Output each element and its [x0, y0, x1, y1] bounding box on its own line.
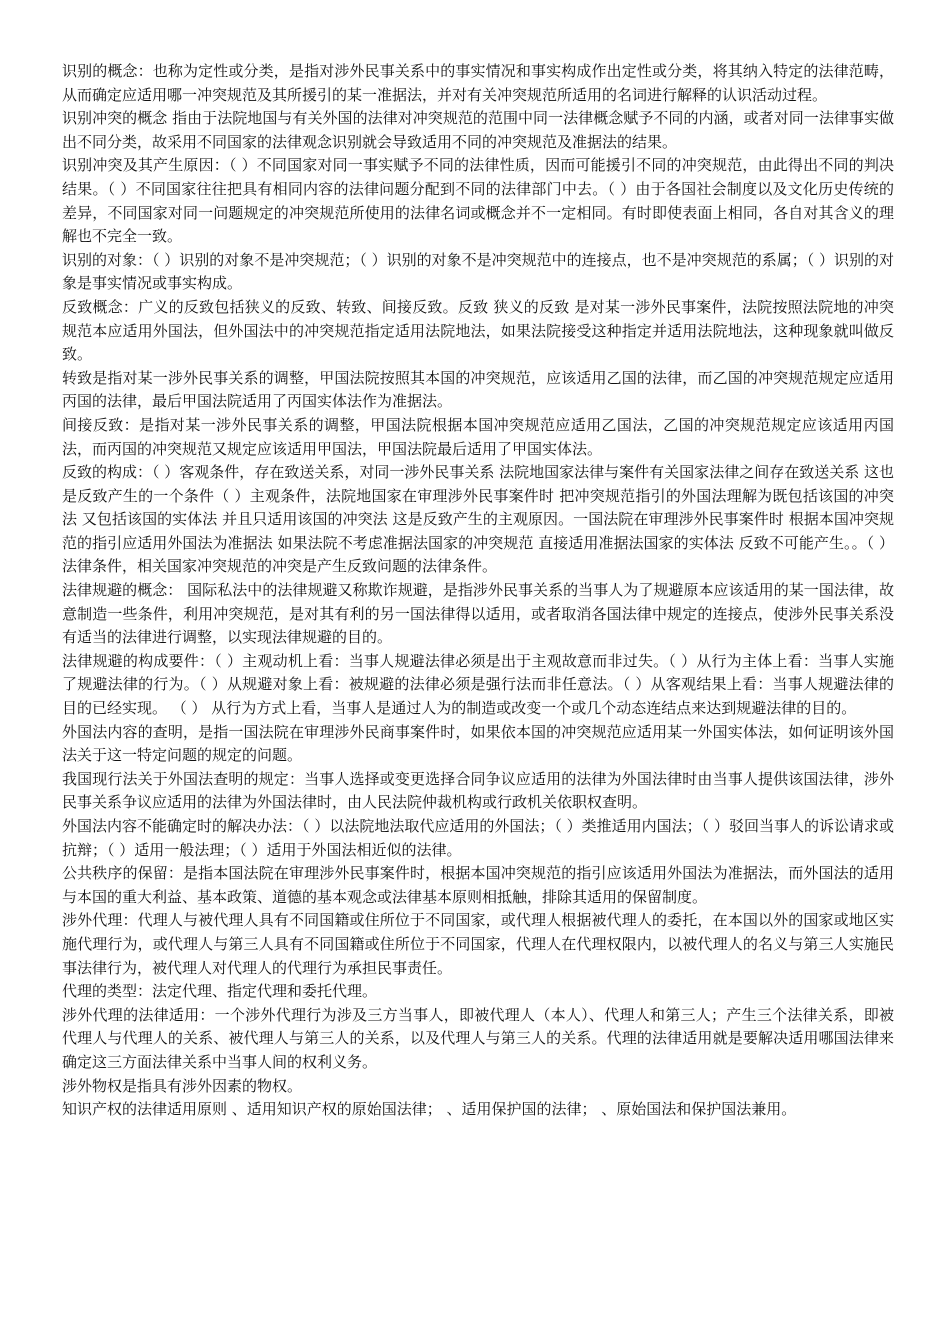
- document-page: [62, 60, 894, 1122]
- paragraph-foreign-agency: 涉外代理：代理人与被代理人具有不同国籍或住所位于不同国家，或代理人根据被代理人的委托，在本国以外的国家或地区实施代理行为，或代理人与第三人具有不同国籍或住所位于不同国家，代理人在代理权限内，以被代理人的名义与第三人实施民事法律行为，被代理人对代理人的代理行为承担民事责任。: [62, 911, 894, 977]
- paragraph-agency-types: 代理的类型：法定代理、指定代理和委托代理。: [62, 982, 378, 1001]
- paragraph-transmission: 转致是指对某一涉外民事关系的调整，甲国法院按照其本国的冲突规范，应该适用乙国的法律，而乙国的冲突规范规定应适用丙国的法律，最后甲国法院适用了丙国实体法作为准据法。: [62, 368, 894, 411]
- paragraph-foreign-property-rights: 涉外物权是指具有涉外因素的物权。: [62, 1076, 303, 1095]
- paragraph-indirect-renvoi: 间接反致：是指对某一涉外民事关系的调整，甲国法院根据本国冲突规范应适用乙国法，乙国的冲突规范规定应该适用丙国法，而丙国的冲突规范又规定应该适用甲国法，甲国法院最后适用了甲国实体法。: [62, 415, 894, 458]
- paragraph-agency-law-application: 涉外代理的法律适用：一个涉外代理行为涉及三方当事人，即被代理人（本人）、代理人和第三人；产生三个法律关系，即被代理人与代理人的关系、被代理人与第三人的关系，以及代理人与第三人的关系。代理的法律适用就是要解决适用哪国法律来确定这三方面法律关系中当事人间的权利义务。: [62, 1005, 894, 1071]
- paragraph-identification-conflict-causes: 识别冲突及其产生原因：（ ）不同国家对同一事实赋予不同的法律性质，因而可能援引不同的冲突规范，由此得出不同的判决结果。（ ）不同国家往往把具有相同内容的法律问题分配到不同的法律部门中去。（ ）由于各国社会制度以及文化历史传统的差异，不同国家对同一问题规定的冲突规范所使用的法律名词或概念并不一定相同。有时即使表面上相同，各自对其含义的理解也不完全一致。: [62, 156, 894, 246]
- paragraph-identification-concept: 识别的概念：也称为定性或分类，是指对涉外民事关系中的事实情况和事实构成作出定性或分类，将其纳入特定的法律范畴，从而确定应适用哪一冲突规范及其所援引的某一准据法，并对有关冲突规范所适用的名词进行解释的认识活动过程。: [62, 62, 894, 104]
- paragraph-evasion-concept: 法律规避的概念： 国际私法中的法律规避又称欺诈规避，是指涉外民事关系的当事人为了规避原本应该适用的某一国法律，故意制造一些条件，利用冲突规范，是对其有利的另一国法律得以适用，或者取消各国法律中规定的连接点，使涉外民事关系没有适当的法律进行调整，以实现法律规避的目的。: [62, 581, 894, 647]
- paragraph-evasion-elements: 法律规避的构成要件：（ ）主观动机上看：当事人规避法律必须是出于主观故意而非过失。（ ）从行为主体上看：当事人实施了规避法律的行为。（ ）从规避对象上看：被规避的法律必须是强行法而非任意法。（ ）从客观结果上看：当事人规避法律的目的已经实现。 （ ） 从行为方式上看，当事人是通过人为的制造或改变一个或几个动态连结点来达到规避法律的目的。: [62, 651, 894, 718]
- paragraph-ip-law-application: 知识产权的法律适用原则 、适用知识产权的原始国法律； 、适用保护国的法律； 、原始国法和保护国法兼用。: [62, 1100, 797, 1119]
- paragraph-undeterminable-foreign-law: 外国法内容不能确定时的解决办法：（ ）以法院地法取代应适用的外国法；（ ）类推适用内国法；（ ）驳回当事人的诉讼请求或抗辩；（ ）适用一般法理；（ ）适用于外国法相近似的法律。: [62, 817, 894, 859]
- paragraph-identification-object: 识别的对象：（ ）识别的对象不是冲突规范；（ ）识别的对象不是冲突规范中的连接点，也不是冲突规范的系属；（ ）识别的对象是事实情况或事实构成。: [62, 250, 894, 293]
- paragraph-foreign-law-ascertainment: 外国法内容的查明，是指一国法院在审理涉外民商事案件时，如果依本国的冲突规范应适用某一外国实体法，如何证明该外国法关于这一特定问题的规定的问题。: [62, 722, 894, 765]
- paragraph-renvoi-concept: 反致概念：广义的反致包括狭义的反致、转致、间接反致。反致 狭义的反致 是对某一涉外民事案件，法院按照法院地的冲突规范本应适用外国法，但外国法中的冲突规范指定适用法院地法，如果法院接受这种指定并适用法院地法，这种现象就叫做反致。: [62, 297, 894, 364]
- paragraph-identification-conflict-concept: 识别冲突的概念 指由于法院地国与有关外国的法律对冲突规范的范围中同一法律概念赋予不同的内涵，或者对同一法律事实做出不同分类，故采用不同国家的法律观念识别就会导致适用不同的冲突规范及准据法的结果。: [62, 109, 894, 151]
- paragraph-renvoi-composition: 反致的构成：（ ）客观条件，存在致送关系，对同一涉外民事关系 法院地国家法律与案件有关国家法律之间存在致送关系 这也是反致产生的一个条件（ ）主观条件，法院地国家在审理涉外民事案件时 把冲突规范指引的外国法理解为既包括该国的冲突法 又包括该国的实体法 并且只适用该国的冲突法 这是反致产生的主观原因。一国法院在审理涉外民事案件时 根据本国冲突规范的指引应适用外国法为准据法 如果法院不考虑准据法国家的冲突规范 直接适用准据法国家的实体法 反致不可能产生。。（ ）法律条件，相关国家冲突规范的冲突是产生反致问题的法律条件。: [62, 463, 894, 576]
- paragraph-china-ascertainment-rule: 我国现行法关于外国法查明的规定：当事人选择或变更选择合同争议应适用的法律为外国法律时由当事人提供该国法律，涉外民事关系争议应适用的法律为外国法律时，由人民法院仲裁机构或行政机关依职权查明。: [62, 769, 894, 812]
- paragraph-public-order-reservation: 公共秩序的保留：是指本国法院在审理涉外民事案件时，根据本国冲突规范的指引应该适用外国法为准据法，而外国法的适用与本国的重大利益、基本政策、道德的基本观念或法律基本原则相抵触，排除其适用的保留制度。: [62, 864, 894, 906]
